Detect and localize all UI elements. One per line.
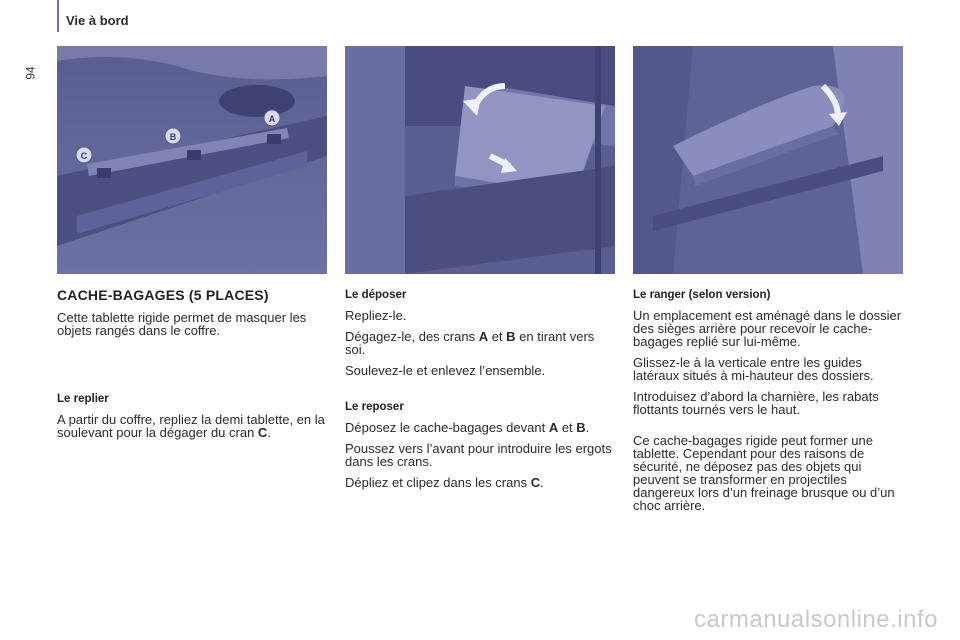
section-title: Vie à bord [66, 13, 129, 28]
marker-a: A [268, 114, 276, 124]
reposer-p2: Poussez vers l’avant pour introduire les ergots dans les crans. [345, 441, 612, 469]
deposer-p1: Repliez-le. [345, 308, 407, 323]
ranger-title: Le ranger (selon version) [633, 289, 771, 301]
ranger-p1: Un emplacement est aménagé dans le dossier des sièges arrière pour recevoir le cache-bagages replié sur lui-même. [633, 308, 902, 349]
header-accent-line [57, 0, 59, 32]
column-3 [633, 289, 903, 520]
illustration-trunk-shelf-markers [57, 46, 327, 274]
watermark: carmanualsonline.info [694, 606, 938, 633]
deposer-title: Le déposer [345, 289, 407, 301]
main-heading: CACHE-BAGAGES (5 PLACES) [57, 287, 269, 303]
column-1 [57, 289, 327, 447]
column-2 [345, 289, 615, 497]
deposer-p2: Dégagez-le, des crans A et B en tirant vers soi. [345, 329, 595, 357]
illustration-store-shelf [633, 46, 903, 274]
ranger-p3: Introduisez d’abord la charnière, les rabats flottants tournés vers le haut. [633, 389, 879, 417]
replier-text: A partir du coffre, repliez la demi tablette, en la soulevant pour la dégager du cran C. [57, 412, 325, 440]
marker-c: C [80, 151, 88, 161]
reposer-p1: Déposez le cache-bagages devant A et B. [345, 420, 590, 435]
reposer-title: Le reposer [345, 401, 404, 413]
ranger-p4: Ce cache-bagages rigide peut former une tablette. Cependant pour des raisons de sécurité, ne déposez pas des objets qui peuvent se transformer en projectiles dangereux lors d’un freinage brusque ou d’un choc arrière. [633, 433, 895, 513]
reposer-p3: Dépliez et clipez dans les crans C. [345, 475, 544, 490]
illustration-remove-shelf [345, 46, 615, 274]
page-number: 94 [23, 66, 38, 80]
ranger-p2: Glissez-le à la verticale entre les guides latéraux situés à mi-hauteur des dossiers. [633, 355, 874, 383]
deposer-p3: Soulevez-le et enlevez l’ensemble. [345, 363, 546, 378]
intro-text: Cette tablette rigide permet de masquer les objets rangés dans le coffre. [57, 310, 307, 338]
replier-title: Le replier [57, 393, 109, 405]
marker-b: B [169, 132, 177, 142]
